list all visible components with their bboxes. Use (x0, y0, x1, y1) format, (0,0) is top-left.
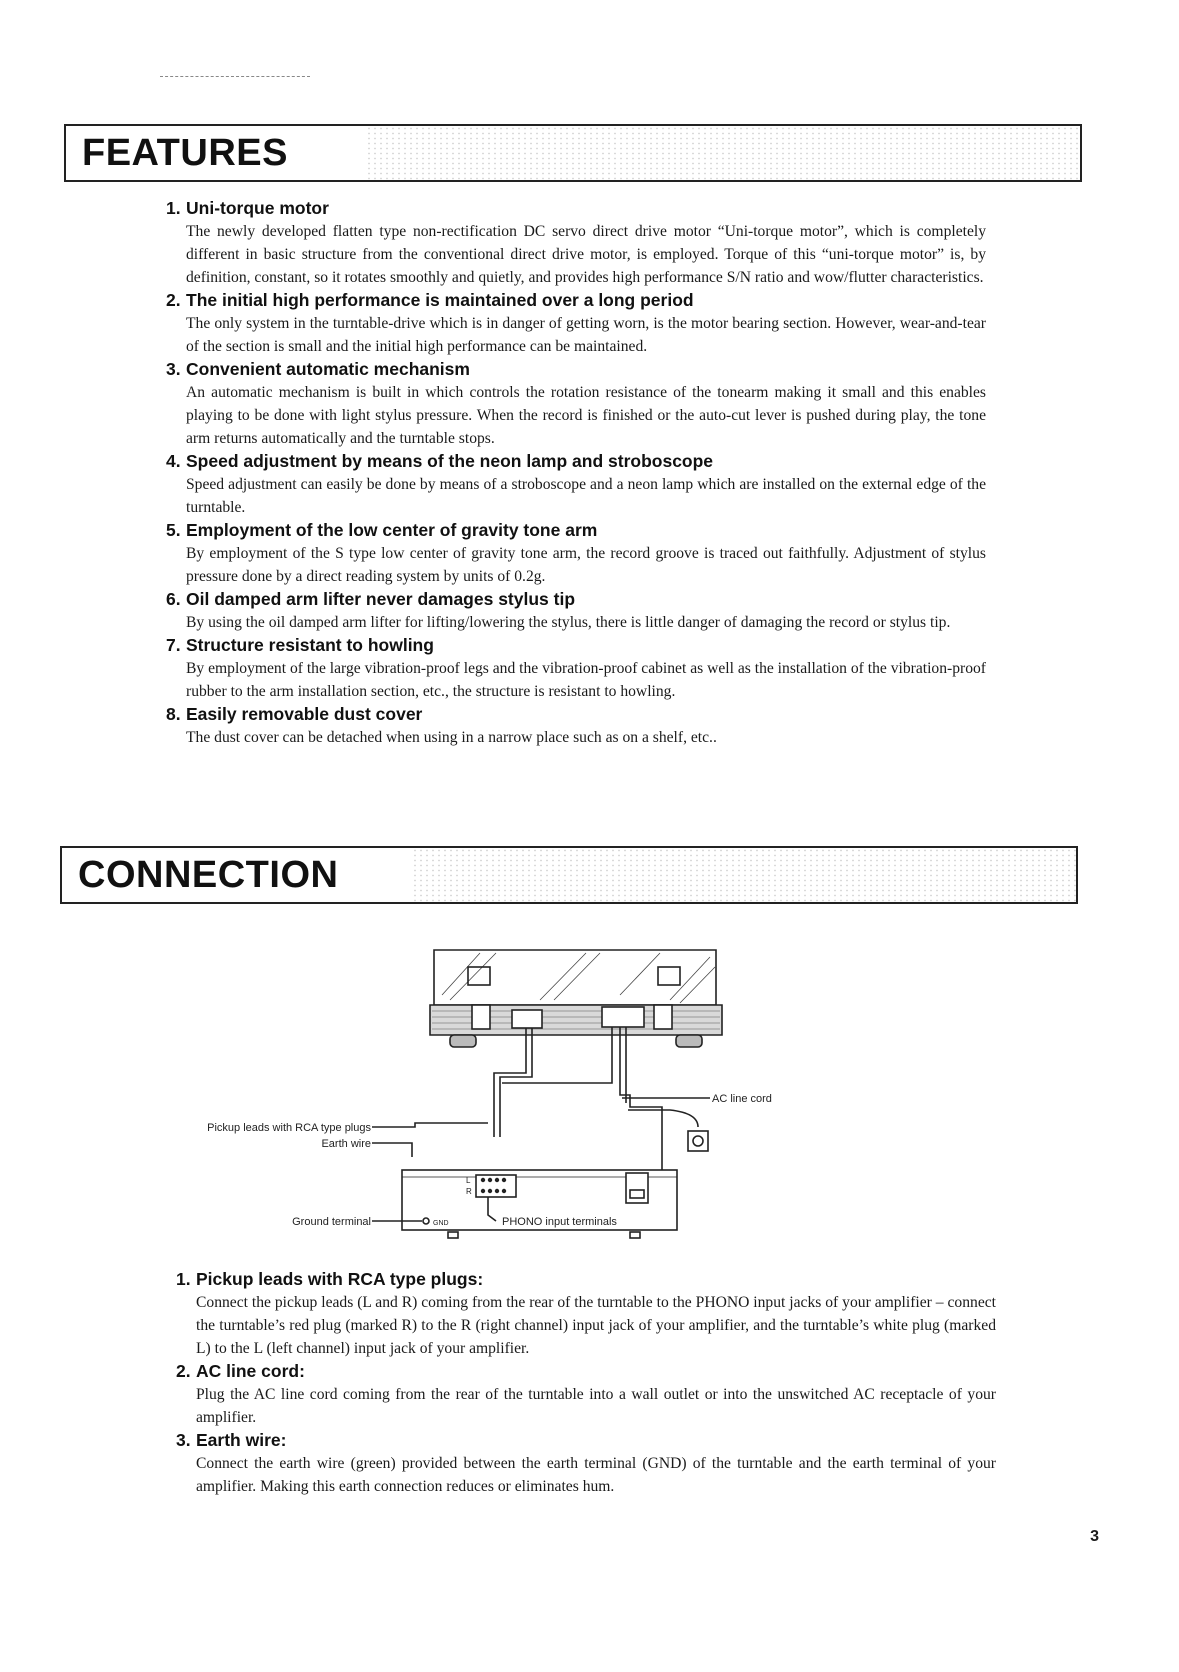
ac-plug (688, 1131, 708, 1151)
connection-item (176, 1268, 996, 1360)
feature-item (166, 634, 986, 703)
l-label: L (466, 1176, 471, 1185)
features-heading: FEATURES (82, 132, 288, 174)
feature-body: The newly developed flatten type non-rectification DC servo direct drive motor “Uni-torque motor”, which is completely different in basic structure from the conventional direct drive motor, is employed. Torque of this “uni-torque motor” is, by definition, constant, so it rotates smoothly and quietly, and provides high performance S/N ratio and wow/flutter characteristics. (186, 223, 986, 286)
feature-item (166, 519, 986, 588)
feature-body: By employment of the large vibration-proof legs and the vibration-proof cabinet as well as the installation of the vibration-proof rubber to the arm installation section, etc., the structure is resistant to howling. (186, 660, 986, 700)
dust-cover (434, 950, 716, 1005)
connection-heading: CONNECTION (78, 854, 339, 896)
feature-title: 7. Structure resistant to howling (166, 635, 434, 655)
feature-title: 8. Easily removable dust cover (166, 704, 423, 724)
feature-title: 1. Uni-torque motor (166, 198, 329, 218)
ac-line-cord-label: AC line cord (712, 1093, 772, 1105)
hinge-right (658, 967, 680, 985)
foot-right (676, 1035, 702, 1047)
phono-input-label: PHONO input terminals (502, 1216, 617, 1228)
foot-left (450, 1035, 476, 1047)
earth-wire-label: Earth wire (321, 1138, 371, 1150)
feature-body: An automatic mechanism is built in which controls the rotation resistance of the tonearm making it small and this enables playing to be done with light stylus pressure. When the record is finished or the auto-cut lever is pushed during play, the tone arm returns automatically and the turntable stops. (186, 384, 986, 447)
pickup-leads-label: Pickup leads with RCA type plugs (207, 1122, 371, 1134)
feature-body: By employment of the S type low center of gravity tone arm, the record groove is traced out faithfully. Adjustment of stylus pressure done by a direct reading system by units of 0.2g. (186, 545, 986, 585)
scan-mark (160, 76, 310, 79)
gnd-label: GND (433, 1220, 449, 1227)
header-speckle (412, 848, 1076, 902)
connection-item (176, 1360, 996, 1429)
feature-body: The only system in the turntable-drive which is in danger of getting worn, is the motor bearing section. However, wear-and-tear of the section is small and the initial high performance can be maintained. (186, 315, 986, 355)
feature-item (166, 358, 986, 450)
page-number: 3 (1090, 1528, 1099, 1545)
connection-body: Plug the AC line cord coming from the rear of the turntable into a wall outlet or into the unswitched AC receptacle of your amplifier. (196, 1386, 996, 1426)
features-list (166, 197, 986, 749)
feature-body: By using the oil damped arm lifter for lifting/lowering the stylus, there is little danger of damaging the record or stylus tip. (186, 614, 951, 631)
ground-terminal-label: Ground terminal (292, 1216, 371, 1228)
feature-item (166, 588, 986, 634)
feature-title: 3. Convenient automatic mechanism (166, 359, 470, 379)
hinge-left (468, 967, 490, 985)
connection-title: 2. AC line cord: (176, 1361, 305, 1381)
connection-header (60, 846, 1078, 904)
connection-body: Connect the pickup leads (L and R) coming from the rear of the turntable to the PHONO input jacks of your amplifier – connect the turntable’s red plug (marked R) to the R (right channel) input jack of your amplifier, and the turntable’s white plug (marked L) to the L (left channel) input jack of your amplifier. (196, 1294, 996, 1357)
connection-body: Connect the earth wire (green) provided between the earth terminal (GND) of the turntable and the earth terminal of your amplifier. Making this earth connection reduces or eliminates hum. (196, 1455, 996, 1495)
feature-item (166, 703, 986, 749)
connection-diagram (150, 945, 910, 1240)
connection-title: 1. Pickup leads with RCA type plugs: (176, 1269, 484, 1289)
connection-item (176, 1429, 996, 1498)
connection-title: 3. Earth wire: (176, 1430, 287, 1450)
feature-title: 5. Employment of the low center of gravity tone arm (166, 520, 598, 540)
feature-body: The dust cover can be detached when using in a narrow place such as on a shelf, etc.. (186, 729, 717, 746)
feature-title: 4. Speed adjustment by means of the neon lamp and stroboscope (166, 451, 714, 471)
connection-list (176, 1268, 996, 1498)
feature-item (166, 289, 986, 358)
features-header (64, 124, 1082, 182)
feature-title: 6. Oil damped arm lifter never damages stylus tip (166, 589, 576, 609)
header-speckle (366, 126, 1080, 180)
r-label: R (466, 1187, 472, 1196)
feature-title: 2. The initial high performance is maintained over a long period (166, 290, 694, 310)
feature-item (166, 450, 986, 519)
feature-body: Speed adjustment can easily be done by means of a stroboscope and a neon lamp which are installed on the external edge of the turntable. (186, 476, 986, 516)
feature-item (166, 197, 986, 289)
